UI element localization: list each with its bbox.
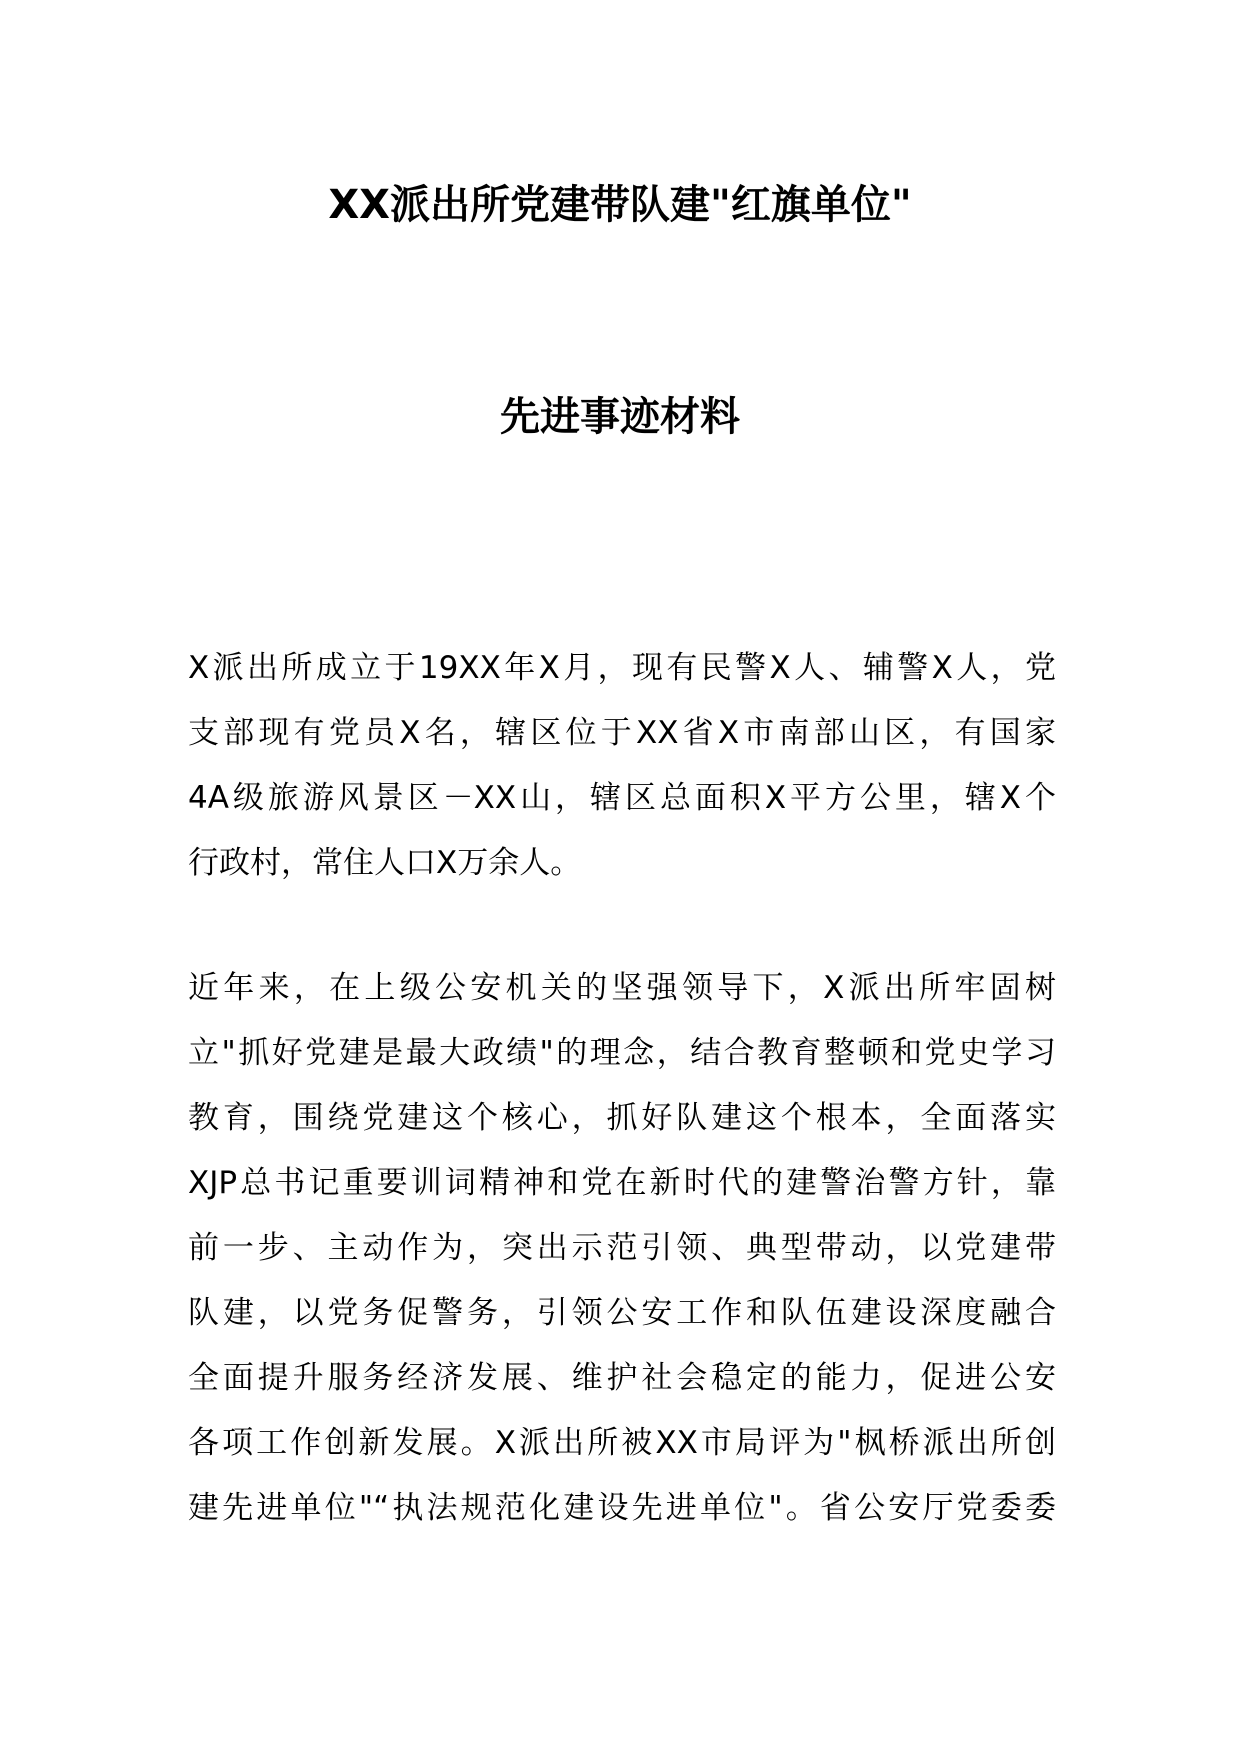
paragraph-line: 立"抓好党建是最大政绩"的理念，结合教育整顿和党史学习 <box>188 1035 1056 1071</box>
paragraph-line: 建先进单位"“执法规范化建设先进单位"。省公安厅党委委 <box>188 1490 1056 1526</box>
paragraph-line: 各项工作创新发展。X派出所被XX市局评为"枫桥派出所创 <box>188 1425 1056 1461</box>
paragraph-1 <box>188 636 1056 896</box>
paragraph-2 <box>188 956 1056 1541</box>
paragraph-line: 近年来，在上级公安机关的坚强领导下，X派出所牢固树 <box>188 970 1056 1006</box>
paragraph-line: 全面提升服务经济发展、维护社会稳定的能力，促进公安 <box>188 1360 1056 1396</box>
paragraph-line: 4A级旅游风景区－XX山，辖区总面积X平方公里，辖X个 <box>188 780 1056 816</box>
paragraph-line: X派出所成立于19XX年X月，现有民警X人、辅警X人，党 <box>188 650 1056 686</box>
paragraph-line: 教育，围绕党建这个核心，抓好队建这个根本，全面落实 <box>188 1100 1056 1136</box>
document-title-line-2: 先进事迹材料 <box>500 394 740 440</box>
paragraph-line: 队建，以党务促警务，引领公安工作和队伍建设深度融合 <box>188 1295 1056 1331</box>
document-title-line-1: XX派出所党建带队建"红旗单位" <box>328 182 912 228</box>
paragraph-line: 前一步、主动作为，突出示范引领、典型带动，以党建带 <box>188 1230 1056 1266</box>
paragraph-line: XJP总书记重要训词精神和党在新时代的建警治警方针，靠 <box>188 1165 1056 1201</box>
paragraph-line: 行政村，常住人口X万余人。 <box>188 845 582 881</box>
paragraph-line: 支部现有党员X名，辖区位于XX省X市南部山区，有国家 <box>188 715 1056 751</box>
